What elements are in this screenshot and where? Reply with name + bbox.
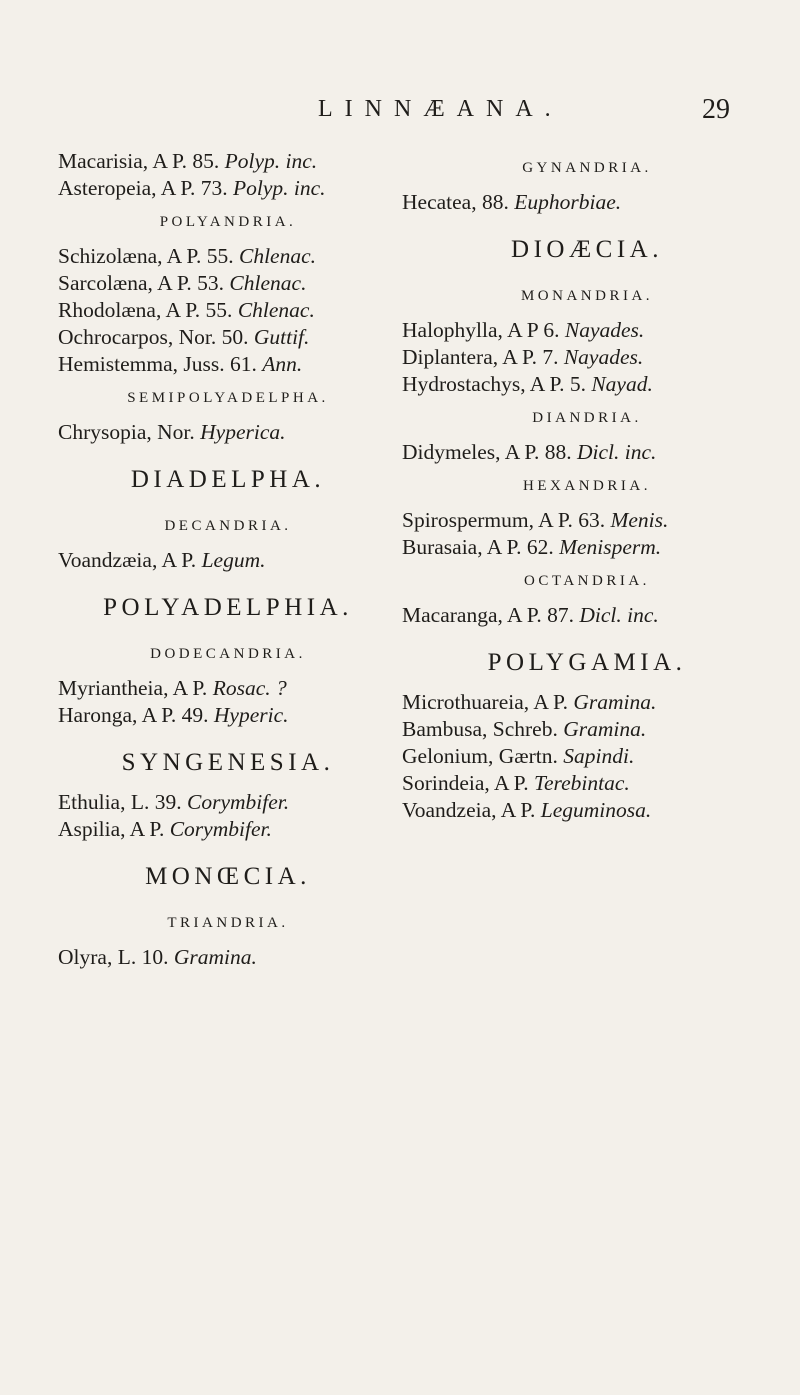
family-name: Euphorbiae.	[514, 190, 622, 214]
genus-entry	[58, 944, 398, 971]
section-heading: HEXANDRIA.	[523, 478, 651, 494]
section-heading: DIADELPHA.	[130, 466, 326, 493]
genus-citation: Hydrostachys, A P. 5.	[402, 372, 592, 396]
genus-citation: Sorindeia, A P.	[402, 771, 535, 795]
genus-citation: Schizolæna, A P. 55.	[58, 244, 239, 268]
genus-citation: Ethulia, L. 39.	[58, 790, 187, 814]
section-heading: MONANDRIA.	[520, 288, 654, 304]
family-name: Corymbifer.	[169, 817, 272, 841]
genus-entry	[402, 371, 772, 398]
family-name: Nayades.	[563, 345, 644, 369]
genus-entry	[58, 702, 398, 729]
section-heading: OCTANDRIA.	[524, 573, 650, 589]
section-heading: POLYANDRIA.	[159, 214, 297, 230]
genus-citation: Olyra, L. 10.	[58, 945, 174, 969]
genus-entry	[402, 317, 772, 344]
family-name: Chlenac.	[238, 244, 317, 268]
family-name: Polyp. inc.	[232, 176, 326, 200]
family-name: Rosac. ?	[212, 676, 287, 700]
genus-citation: Myriantheia, A P.	[58, 676, 213, 700]
genus-citation: Voandzæia, A P.	[58, 548, 202, 572]
genus-entry	[402, 689, 772, 716]
genus-citation: Aspilia, A P.	[58, 817, 170, 841]
genus-entry	[58, 148, 398, 175]
section-heading: MONŒCIA.	[145, 863, 311, 890]
genus-citation: Macarisia, A P. 85.	[58, 149, 225, 173]
page-number: 29	[702, 94, 730, 125]
section-heading: GYNANDRIA.	[522, 160, 652, 176]
genus-citation: Halophylla, A P 6.	[402, 318, 565, 342]
genus-entry	[58, 675, 398, 702]
family-name: Terebintac.	[534, 771, 630, 795]
genus-citation: Haronga, A P. 49.	[58, 703, 214, 727]
genus-citation: Ochrocarpos, Nor. 50.	[58, 325, 254, 349]
genus-citation: Gelonium, Gærtn.	[402, 744, 564, 768]
genus-entry	[402, 743, 772, 770]
family-name: Chlenac.	[229, 271, 307, 295]
genus-citation: Chrysopia, Nor.	[58, 420, 201, 444]
section-heading: POLYGAMIA.	[487, 649, 687, 676]
genus-citation: Spirospermum, A P. 63.	[402, 508, 611, 532]
genus-citation: Asteropeia, A P. 73.	[58, 176, 233, 200]
genus-citation: Hecatea, 88.	[402, 190, 515, 214]
section-heading: SEMIPOLYADELPHA.	[127, 390, 329, 406]
family-name: Sapindi.	[563, 744, 635, 768]
section-heading: DIANDRIA.	[532, 410, 642, 426]
section-heading: POLYADELPHIA.	[103, 594, 353, 621]
genus-citation: Burasaia, A P. 62.	[402, 535, 560, 559]
family-name: Leguminosa.	[540, 798, 652, 822]
genus-citation: Diplantera, A P. 7.	[402, 345, 564, 369]
genus-entry	[58, 789, 398, 816]
left-column	[58, 148, 398, 971]
genus-citation: Voandzeia, A P.	[402, 798, 541, 822]
genus-citation: Sarcolæna, A P. 53.	[58, 271, 230, 295]
section-heading: SYNGENESIA.	[121, 749, 335, 776]
genus-citation: Didymeles, A P. 88.	[402, 440, 578, 464]
genus-citation: Bambusa, Schreb.	[402, 717, 564, 741]
family-name: Nayad.	[591, 372, 653, 396]
genus-entry	[402, 797, 772, 824]
family-name: Dicl. inc.	[579, 603, 659, 627]
family-name: Dicl. inc.	[577, 440, 657, 464]
section-heading: DECANDRIA.	[164, 518, 292, 534]
family-name: Legum.	[201, 548, 266, 572]
genus-citation: Hemistemma, Juss. 61.	[58, 352, 263, 376]
genus-entry	[402, 189, 772, 216]
genus-entry	[402, 534, 772, 561]
genus-entry	[58, 816, 398, 843]
family-name: Menis.	[610, 508, 669, 532]
family-name: Hyperic.	[213, 703, 289, 727]
genus-entry	[58, 547, 398, 574]
family-name: Chlenac.	[237, 298, 315, 322]
genus-citation: Rhodolæna, A P. 55.	[58, 298, 238, 322]
genus-entry	[58, 324, 398, 351]
family-name: Ann.	[262, 352, 303, 376]
running-title: LINNÆANA.	[318, 96, 563, 122]
section-heading: DODECANDRIA.	[150, 646, 306, 662]
genus-entry	[58, 243, 398, 270]
family-name: Gramina.	[563, 717, 647, 741]
genus-entry	[402, 770, 772, 797]
family-name: Gramina.	[173, 945, 257, 969]
right-column	[402, 148, 772, 824]
family-name: Nayades.	[564, 318, 645, 342]
genus-entry	[58, 419, 398, 446]
genus-citation: Microthuareia, A P.	[402, 690, 574, 714]
family-name: Corymbifer.	[186, 790, 290, 814]
genus-entry	[402, 602, 772, 629]
genus-entry	[402, 716, 772, 743]
genus-entry	[58, 175, 398, 202]
genus-entry	[402, 439, 772, 466]
section-heading: DIOÆCIA.	[511, 236, 663, 263]
genus-entry	[58, 270, 398, 297]
genus-citation: Macaranga, A P. 87.	[402, 603, 580, 627]
genus-entry	[402, 344, 772, 371]
genus-entry	[58, 297, 398, 324]
family-name: Polyp. inc.	[224, 149, 318, 173]
family-name: Gramina.	[573, 690, 657, 714]
family-name: Guttif.	[253, 325, 310, 349]
genus-entry	[58, 351, 398, 378]
genus-entry	[402, 507, 772, 534]
family-name: Hyperica.	[200, 420, 286, 444]
section-heading: TRIANDRIA.	[167, 915, 289, 931]
family-name: Menisperm.	[559, 535, 662, 559]
